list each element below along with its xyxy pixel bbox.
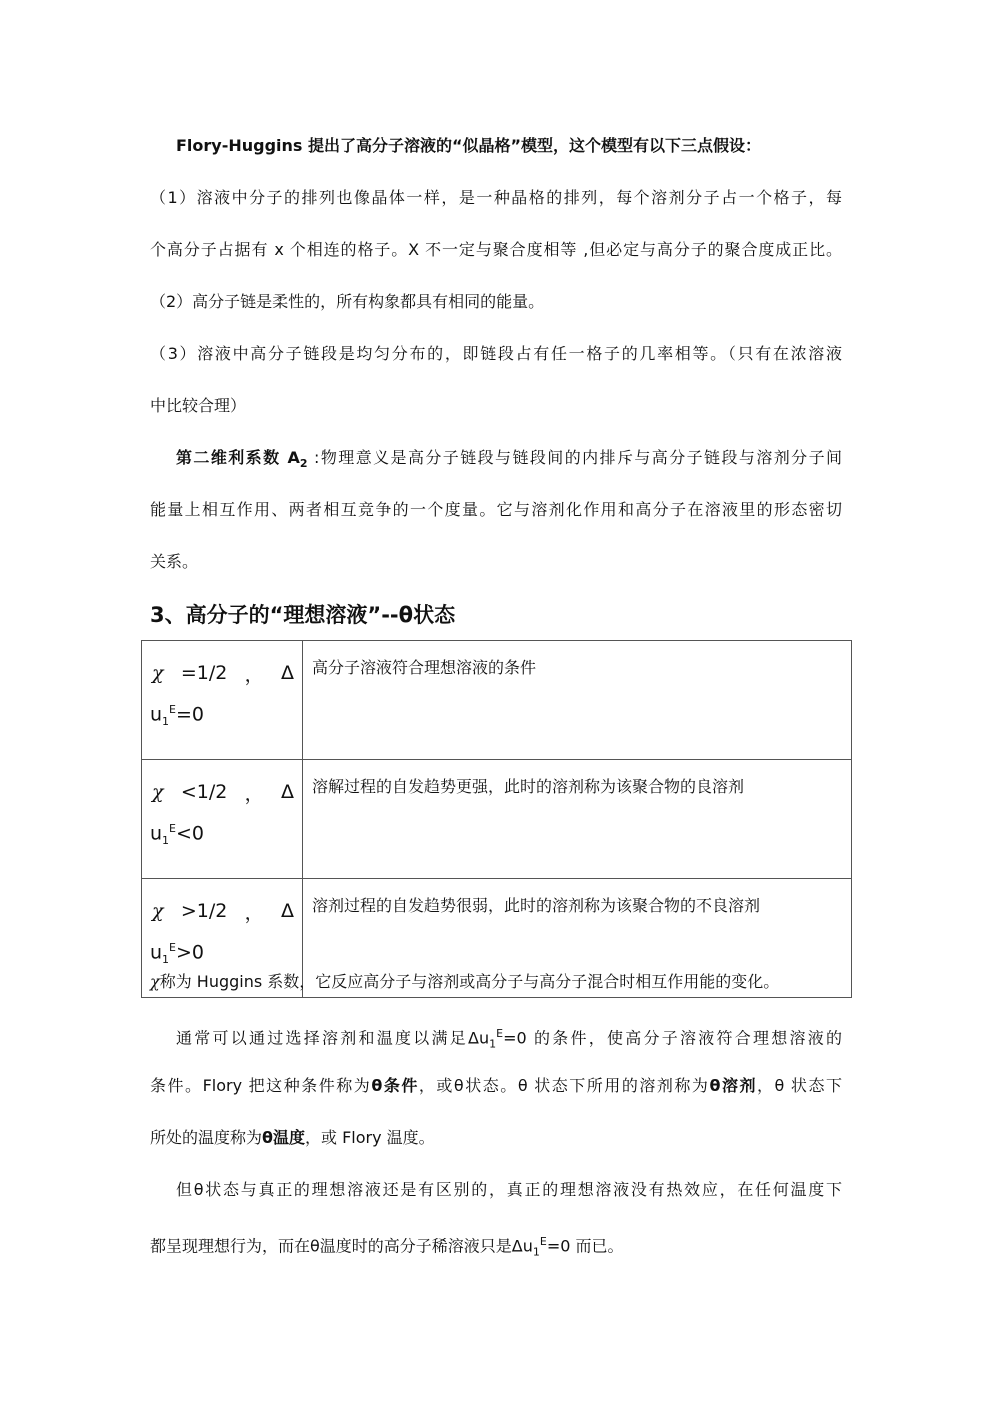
assumption-1-line-2: 个高分子占据有 x 个相连的格子。X 不一定与聚合度相等 ,但必定与高分子的聚合度成正比。: [150, 240, 842, 259]
description-cell: 溶解过程的自发趋势更强，此时的溶剂称为该聚合物的良溶剂: [303, 760, 852, 879]
delta-symbol: Δ: [280, 781, 294, 803]
chi-relation: =1/2: [180, 662, 228, 684]
description-cell: 高分子溶液符合理想溶液的条件: [303, 641, 852, 760]
theta-line-2: 条件。Flory 把这种条件称为θ条件，或θ状态。θ 状态下所用的溶剂称为θ溶剂，θ 状态下: [150, 1076, 842, 1095]
a2-line-2: 能量上相互作用、两者相互竞争的一个度量。它与溶剂化作用和高分子在溶液里的形态密切: [150, 500, 842, 519]
assumption-3-line-2: 中比较合理）: [150, 396, 247, 415]
excess-potential: $u_1^E=0$: [150, 703, 205, 729]
table-row: [142, 641, 852, 760]
theta-line-3: 所处的温度称为θ温度，或 Flory 温度。: [150, 1128, 435, 1147]
chi-relation: >1/2: [180, 900, 228, 922]
theta-line-1: 通常可以通过选择溶剂和温度以满足$\Delta u_1^E=0$ 的条件，使高分子溶液符合理想溶液的: [176, 1027, 842, 1051]
delta-symbol: Δ: [280, 662, 294, 684]
a2-term: 第二维利系数 A: [176, 448, 300, 467]
huggins-line: [150, 970, 842, 994]
diff-line-1: 但θ状态与真正的理想溶液还是有区别的，真正的理想溶液没有热效应，在任何温度下: [176, 1180, 842, 1199]
a2-text: :物理意义是高分子链段与链段间的内排斥与高分子链段与溶剂分子间: [307, 448, 842, 467]
assumption-1-line-1: （1）溶液中分子的排列也像晶体一样，是一种晶格的排列，每个溶剂分子占一个格子，每: [150, 188, 842, 207]
chi-symbol: χ: [152, 900, 164, 922]
chi-relation: <1/2: [180, 781, 228, 803]
diff-line-2: 都呈现理想行为，而在θ温度时的高分子稀溶液只是$\Delta u_1^E=0$ 而已。: [150, 1235, 624, 1259]
condition-cell: [142, 760, 303, 879]
intro-line: Flory-Huggins 提出了高分子溶液的“似晶格”模型，这个模型有以下三点假设：: [176, 136, 762, 155]
comma: ，: [244, 782, 264, 805]
comma: ，: [244, 901, 264, 924]
condition-cell: [142, 641, 303, 760]
description-cell: 溶剂过程的自发趋势很弱，此时的溶剂称为该聚合物的不良溶剂: [303, 879, 852, 998]
theta-condition-table: [141, 640, 852, 998]
assumption-2: （2）高分子链是柔性的，所有构象都具有相同的能量。: [150, 292, 545, 311]
a2-line-1: [176, 446, 842, 470]
table-row: [142, 760, 852, 879]
excess-potential: $u_1^E<0$: [150, 822, 205, 848]
a2-line-3: 关系。: [150, 552, 199, 571]
comma: ，: [244, 663, 264, 686]
a2-sub: 2: [299, 457, 308, 471]
chi-symbol: χ: [152, 662, 164, 684]
assumption-3-line-1: （3）溶液中高分子链段是均匀分布的，即链段占有任一格子的几率相等。（只有在浓溶液: [150, 344, 842, 363]
delta-symbol: Δ: [280, 900, 294, 922]
section-heading: 3、高分子的“理想溶液”--θ状态: [150, 603, 456, 627]
chi-symbol: χ: [150, 972, 160, 991]
huggins-text: 称为 Huggins 系数，它反应高分子与溶剂或高分子与高分子混合时相互作用能的变化。: [159, 972, 780, 991]
excess-potential: $u_1^E>0$: [150, 941, 205, 967]
chi-symbol: χ: [152, 781, 164, 803]
